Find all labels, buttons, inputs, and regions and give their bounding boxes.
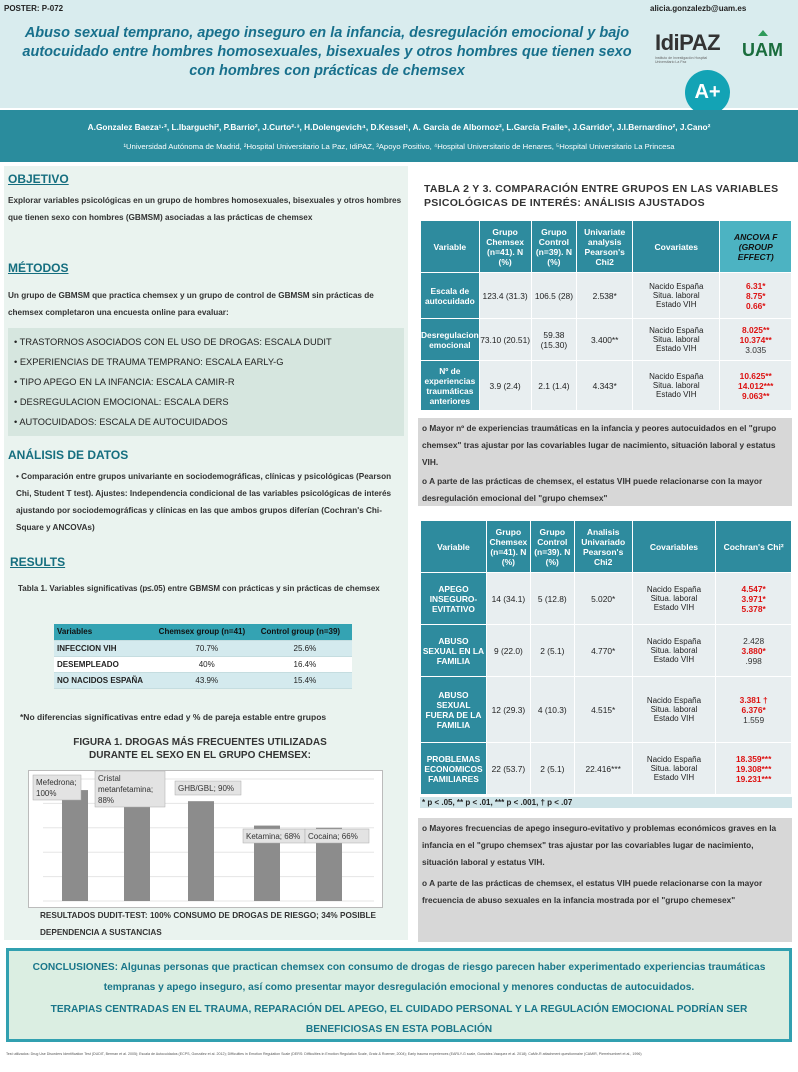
metodos-heading: MÉTODOS: [8, 261, 69, 275]
table-row: APEGO INSEGURO-EVITATIVO 14 (34.1) 5 (12.8) 5.020* Nacido España Situa. laboral Estado VIH 4.547* 3.971* 5.378*: [421, 573, 792, 625]
metodos-text: Un grupo de GBMSM que practica chemsex y un grupo de control de GBMSM sin prácticas de chemsex completaron una encuesta online para evaluar:: [8, 291, 374, 317]
table1-caption: Tabla 1. Variables significativas (p≤.05) entre GBMSM con prácticas y sin prácticas de chemsex: [18, 584, 380, 593]
accreditation-badge: A+: [685, 70, 730, 115]
figure1-title: FIGURA 1. DROGAS MÁS FRECUENTES UTILIZADAS DURANTE EL SEXO EN EL GRUPO CHEMSEX:: [73, 737, 327, 761]
table-row: INFECCION VIH 70.7% 25.6%: [54, 640, 352, 656]
data-label: [33, 775, 81, 800]
affiliations: ¹Universidad Autónoma de Madrid, ²Hospital Universitario La Paz, IdiPAZ, ³Apoyo Positivo, ⁴Hospital Universitario de Henares, ⁵Hospital Universitario La Princesa: [123, 142, 675, 151]
svg-text:Ketamina; 68%: Ketamina; 68%: [246, 832, 301, 841]
contact-email[interactable]: alicia.gonzalezb@uam.es: [650, 4, 747, 13]
table-row: ABUSO SEXUAL EN LA FAMILIA 9 (22.0) 2 (5.1) 4.770* Nacido España Situa. laboral Estado VIH 2.428 3.880* .998: [421, 625, 792, 677]
data-label: [243, 829, 305, 843]
poster-id: POSTER: P-072: [4, 4, 64, 13]
svg-text:GHB/GBL; 90%: GHB/GBL; 90%: [178, 784, 235, 793]
list-item: • AUTOCUIDADOS: ESCALA DE AUTOCUIDADOS: [14, 417, 228, 427]
results-heading: RESULTS: [10, 555, 66, 569]
table-row: Desregulacion emocional 73.10 (20.51) 59.38 (15.30) 3.400** Nacido España Situa. laboral Estado VIH 8.025** 10.374** 3.035: [421, 319, 792, 361]
data-label: [305, 829, 369, 843]
conclusions-text: CONCLUSIONES: Algunas personas que practican chemsex con consumo de drogas de riesgo parecen haber experimentado experiencias traumáticas tempranas y apego inseguro, así como presentar mayor desregulación emocional y menores conductas de autocuidados. TERAPIAS CENTRADAS EN EL TRAUMA, REPARACIÓN DEL APEGO, EL CUIDADO PERSONAL Y LA REGULACIÓN EMOCIONAL PODRÍAN SER BENEFICIOSAS EN ESTA POBLACIÓN: [32, 962, 766, 1035]
table-row: DESEMPLEADO 40% 16.4%: [54, 656, 352, 672]
uam-logo: UAM: [738, 28, 788, 72]
svg-text:100%: 100%: [36, 789, 57, 798]
list-item: • DESREGULACION EMOCIONAL: ESCALA DERS: [14, 397, 229, 407]
bar: [62, 790, 88, 901]
table3-footnote: * p < .05, ** p < .01, *** p < .001, † p < .07: [420, 797, 792, 808]
scales-list: [8, 328, 404, 436]
objetivo-text: Explorar variables psicológicas en un grupo de hombres homosexuales, bisexuales y otros hombres que tienen sexo con hombres (GBMSM) asociadas a las prácticas de chemsex: [8, 196, 402, 222]
table1-header: Control group (n=39): [258, 624, 352, 640]
list-item: • TRASTORNOS ASOCIADOS CON EL USO DE DROGAS: ESCALA DUDIT: [14, 337, 332, 347]
poster-title: Abuso sexual temprano, apego inseguro en la infancia, desregulación emocional y bajo autocuidado entre hombres homosexuales, bisexuales y otros hombres que tienen sexo con hombres con prácticas de chemsex: [22, 25, 632, 79]
svg-text:Cristal: Cristal: [98, 774, 121, 783]
table2: Variable Grupo Chemsex (n=41). N (%) Grupo Control (n=39). N (%) Univariate analysis Pearson's Chi2 Covariates ANCOVA F (GROUP EFFECT) Escala de autocuidado 123.4 (31.3) 106.5 (28) 2.538* Nacido España Situa. laboral Estado VIH 6.31* 8.75* 0.66* Desregulacion emocional 73.10 (20.51) 59.38 (15.30) 3.400** Nacido España Situa. laboral Estado VIH 8.025** 10.374** 3.035 Nº de experiencias traumáticas anteriores 3.9 (2.4) 2.1 (1.4) 4.343* Nacido España Situa. laboral Estado VIH 10.625** 14.012*** 9.063**: [420, 220, 792, 411]
dudit-result: RESULTADOS DUDIT-TEST: 100% CONSUMO DE DROGAS DE RIESGO; 34% POSIBLE DEPENDENCIA A SUSTANCIAS: [40, 911, 376, 937]
data-label: [95, 771, 165, 807]
svg-text:88%: 88%: [98, 796, 115, 805]
bullets-block-2: o Mayores frecuencias de apego inseguro-evitativo y problemas económicos graves en la infancia en el "grupo chemsex" tras ajustar por las covariables lugar de nacimiento, situación laboral y estatus VIH. o A parte de las prácticas de chemsex, el estatus VIH puede relacionarse con la mayor frecuencia de abuso sexuales en la infancia mostrada por el "grupo chemesex": [418, 818, 792, 942]
analisis-text: • Comparación entre grupos univariante en sociodemográficas, clínicas y psicológicas (Pearson Chi, Student T test). Ajustes: Independencia condicional de las variables psicológicas de interés ajustando por sociodemográficas y clínicas en las que ambos grupos diferían (Cochran's Chi-Square y ANCOVAs): [16, 472, 392, 532]
bar-chart: [29, 771, 384, 909]
analisis-heading: ANÁLISIS DE DATOS: [8, 448, 129, 462]
table1-header: Chemsex group (n=41): [156, 624, 258, 640]
bar: [124, 803, 150, 901]
idipaz-logo: IdiPAZ Instituto de Investigación Hospital Universitario La Paz: [655, 30, 721, 64]
table1: [54, 624, 352, 689]
table1-header: Variables: [54, 624, 156, 640]
table-row: ABUSO SEXUAL FUERA DE LA FAMILIA 12 (29.3) 4 (10.3) 4.515* Nacido España Situa. laboral Estado VIH 3.381 † 6.376* 1.559: [421, 677, 792, 743]
table1-note: *No diferencias significativas entre edad y % de pareja estable entre grupos: [20, 712, 327, 722]
svg-text:metanfetamina;: metanfetamina;: [98, 785, 154, 794]
authors-list: A.Gonzalez Baeza¹·², L.Ibarguchi², P.Barrio², J.Curto²·³, H.Dolengevich⁴, D.Kessel¹, A. Garcia de Albornoz², L.García Fraile⁵, J.Garrido², J.I.Bernardino², J.Cano²: [87, 122, 711, 132]
table-row: Nº de experiencias traumáticas anteriores 3.9 (2.4) 2.1 (1.4) 4.343* Nacido España Situa. laboral Estado VIH 10.625** 14.012*** 9.063**: [421, 361, 792, 411]
list-item: • EXPERIENCIAS DE TRAUMA TEMPRANO: ESCALA EARLY-G: [14, 357, 284, 367]
table-row: NO NACIDOS ESPAÑA 43.9% 15.4%: [54, 672, 352, 688]
list-item: • TIPO APEGO EN LA INFANCIA: ESCALA CAMIR-R: [14, 377, 235, 387]
bullets-block-1: o Mayor nº de experiencias traumáticas en la infancia y peores autocuidados en el "grupo chemsex" tras ajustar por las covariables lugar de nacimiento, situación laboral y estatus VIH. o A parte de las prácticas de chemsex, el estatus VIH puede relacionarse con la mayor desregulación emocional del "grupo chemsex": [418, 418, 792, 506]
table3: Variable Grupo Chemsex (n=41). N (%) Grupo Control (n=39). N (%) Analisis Univariado Pearson's Chi2 Covariables Cochran's Chi² APEGO INSEGURO-EVITATIVO 14 (34.1) 5 (12.8) 5.020* Nacido España Situa. laboral Estado VIH 4.547* 3.971* 5.378* ABUSO SEXUAL EN LA FAMILIA 9 (22.0) 2 (5.1) 4.770* Nacido España Situa. laboral Estado VIH 2.428 3.880* .998 ABUSO SEXUAL FUERA DE LA FAMILIA 12 (29.3) 4 (10.3) 4.515* Nacido España Situa. laboral Estado VIH 3.381 † 6.376* 1.559 PROBLEMAS ECONOMICOS FAMILIARES 22 (53.7) 2 (5.1) 22.416*** Nacido España Situa. laboral Estado VIH 18.359*** 19.308*** 19.231***: [420, 520, 792, 795]
table-row: Escala de autocuidado 123.4 (31.3) 106.5 (28) 2.538* Nacido España Situa. laboral Estado VIH 6.31* 8.75* 0.66*: [421, 273, 792, 319]
tables-title: TABLA 2 Y 3. COMPARACIÓN ENTRE GRUPOS EN LAS VARIABLES PSICOLÓGICAS DE INTERÉS: ANÁLISIS AJUSTADOS: [424, 183, 779, 209]
svg-text:Cocaina; 66%: Cocaina; 66%: [308, 832, 358, 841]
objetivo-heading: OBJETIVO: [8, 172, 69, 186]
bar: [188, 801, 214, 901]
svg-text:Mefedrona;: Mefedrona;: [36, 778, 77, 787]
data-label: [175, 781, 241, 795]
authors-band: [0, 110, 798, 162]
references: Test utilizados: Drug Use Disorders Identification Test (DUDIT, Berman et al. 2005); Escala de Autocuidados (ECPS, González et al. 2012); Difficulties in Emotion Regulation Scale (DERS: Difficulties in Emotion Regulation Scale, Gratz & Roemer, 2004); Early trauma experiences (EARLY-G scale, González-Vazquez et al. 2018); CaMir-R attachment questionnaire (CAMIR, Pierrehumbert et al., 1996): [6, 1052, 642, 1056]
figure1-chart: [28, 770, 383, 908]
table-row: PROBLEMAS ECONOMICOS FAMILIARES 22 (53.7) 2 (5.1) 22.416*** Nacido España Situa. laboral Estado VIH 18.359*** 19.308*** 19.231***: [421, 743, 792, 795]
